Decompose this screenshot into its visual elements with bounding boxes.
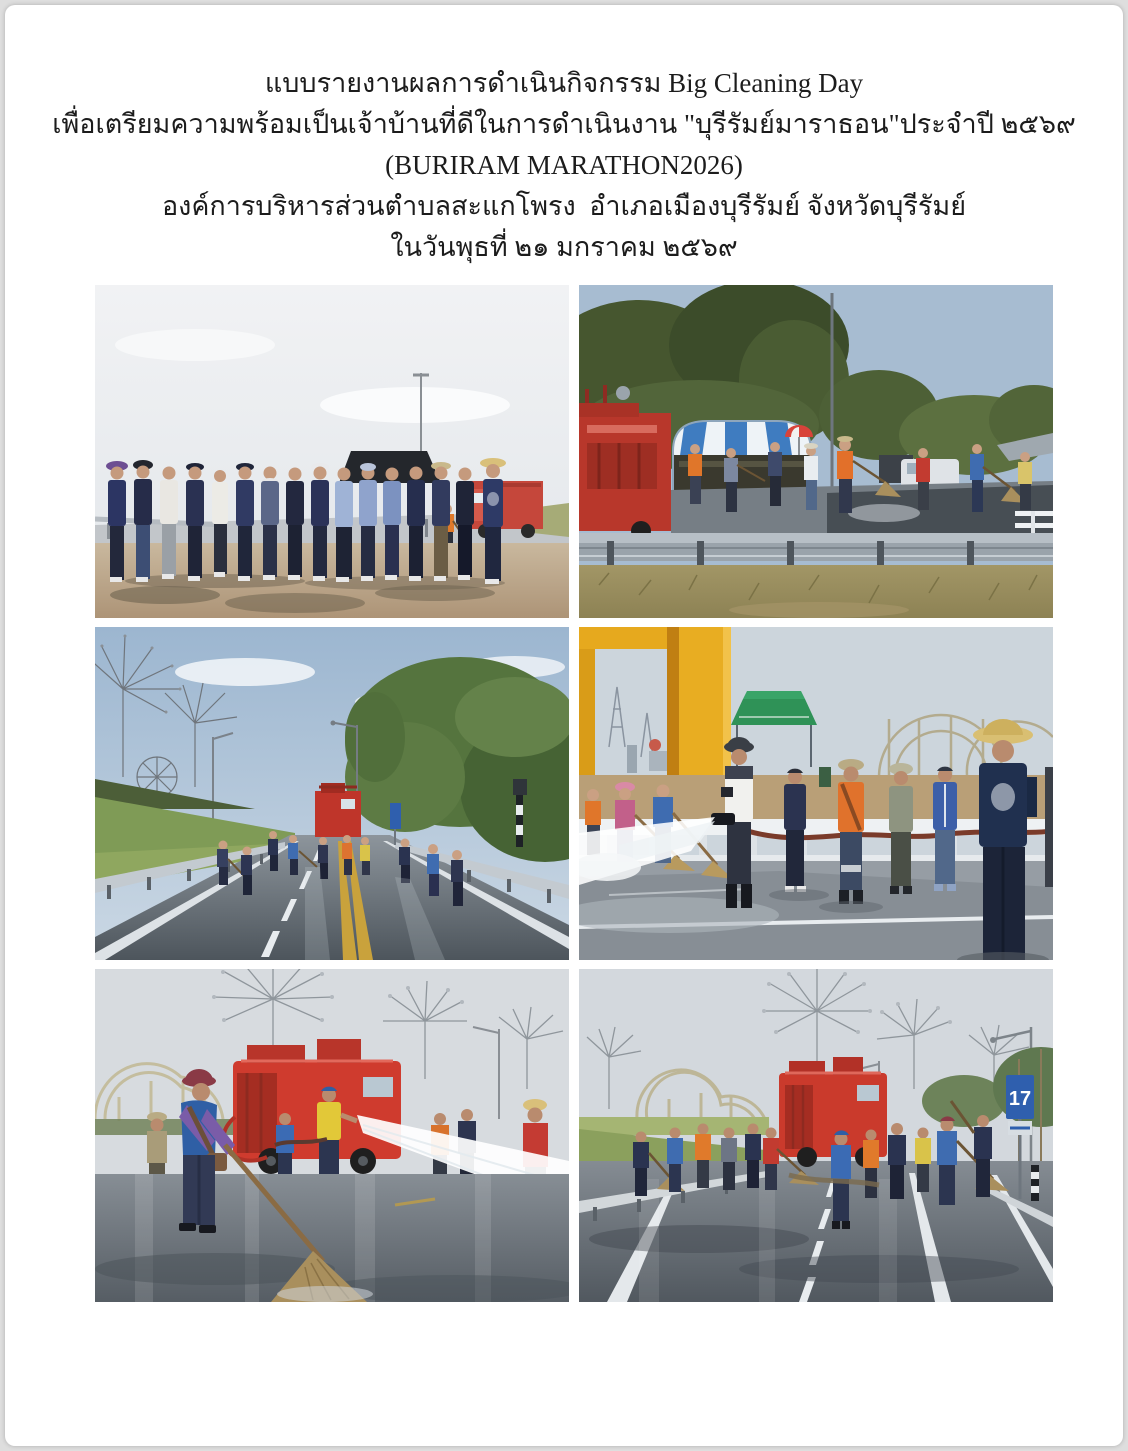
title-line-5: ในวันพุธที่ ๒๑ มกราคม ๒๕๖๙ xyxy=(390,232,738,262)
photo-group-volunteers xyxy=(95,285,569,618)
photo-sweeper-foreground xyxy=(95,969,569,1302)
report-title-block xyxy=(5,5,1123,268)
title-line-1: แบบรายงานผลการดำเนินกิจกรรม Big Cleaning Day xyxy=(264,68,864,98)
photo-truck-sweepers-km17 xyxy=(579,969,1053,1302)
title-line-3: (BURIRAM MARATHON2026) xyxy=(385,150,743,180)
photo-grid xyxy=(95,285,1053,1302)
photo-firetruck-tent xyxy=(579,285,1053,618)
title-line-2: เพื่อเตรียมความพร้อมเป็นเจ้าบ้านที่ดีในการดำเนินงาน "บุรีรัมย์มาราธอน"ประจำปี ๒๕๖๙ xyxy=(52,109,1076,139)
km-marker-17: 17 xyxy=(1008,1088,1032,1110)
title-line-4: องค์การบริหารส่วนตำบลสะแกโพรง อำเภอเมืองบุรีรัมย์ จังหวัดบุรีรัมย์ xyxy=(161,191,967,221)
photo-hose-line xyxy=(579,627,1053,960)
report-page xyxy=(5,5,1123,1446)
photo-road-perspective xyxy=(95,627,569,960)
